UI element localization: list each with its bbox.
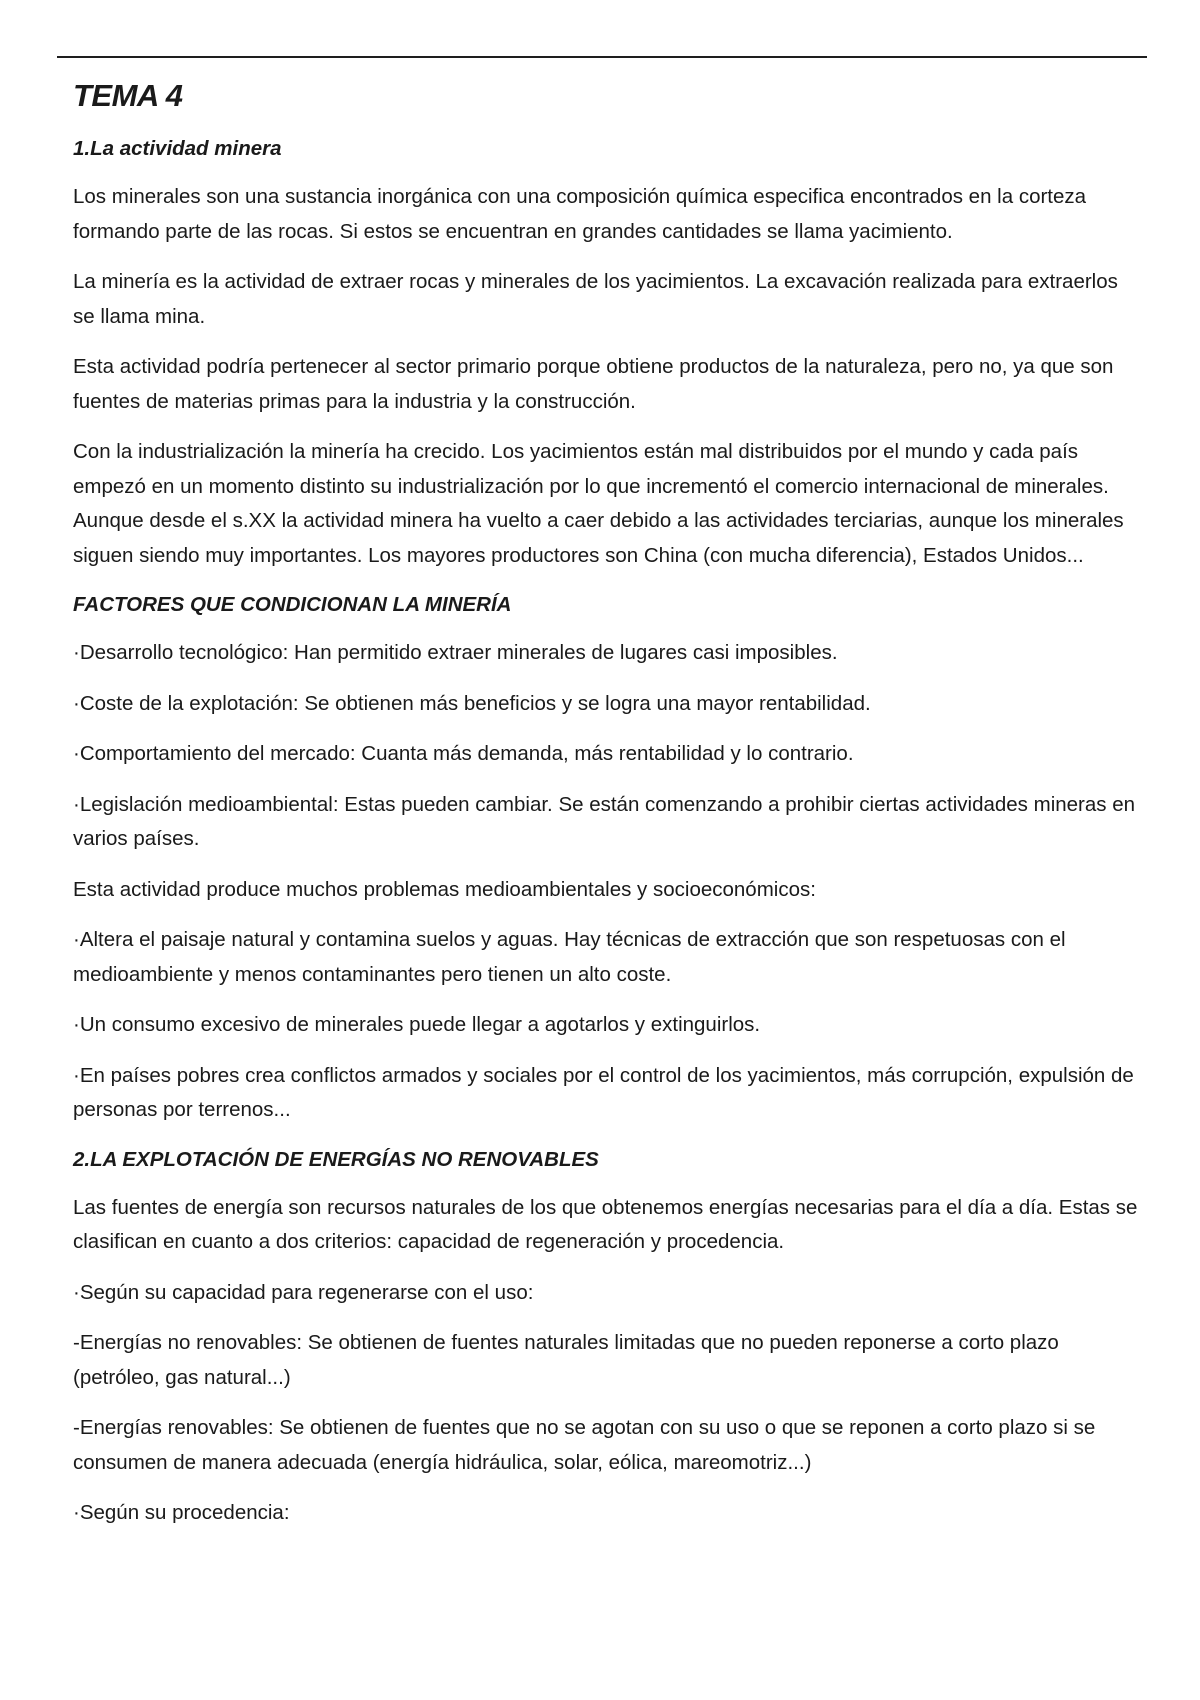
criterion-regeneration: ·Según su capacidad para regenerarse con el uso: (73, 1280, 534, 1304)
section-1-heading: 1.La actividad minera (73, 137, 282, 160)
factor-item: ·Desarrollo tecnológico: Han permitido extraer minerales de lugares casi imposibles. (73, 641, 838, 664)
paragraph-industrialization: Con la industrialización la minería ha crecido. Los yacimientos están mal distribuidos por el mundo y cada país empezó en un momento distinto su industrialización por lo que incrementó el comercio internacional de minerales. Aunque desde el s.XX la actividad minera ha vuelto a caer debido a las actividades terciarias, aunque los minerales siguen siendo muy importantes. Los mayores productores son China (con mucha diferencia), Estados Unidos... (73, 440, 1124, 567)
non-renewable-energies: -Energías no renovables: Se obtienen de fuentes naturales limitadas que no pueden reponerse a corto plazo (petróleo, gas natural...) (73, 1331, 1059, 1389)
top-divider (57, 56, 1147, 58)
paragraph-minerals-definition: Los minerales son una sustancia inorgánica con una composición química especifica encontrados en la corteza formando parte de las rocas. Si estos se encuentran en grandes cantidades se llama yacimiento. (73, 185, 1087, 243)
renewable-energies: -Energías renovables: Se obtienen de fuentes que no se agotan con su uso o que se reponen a corto plazo si se consumen de manera adecuada (energía hidráulica, solar, eólica, mareomotriz...) (73, 1416, 1096, 1474)
problem-item: ·Altera el paisaje natural y contamina suelos y aguas. Hay técnicas de extracción que son respetuosas con el medioambiente y menos contaminantes pero tienen un alto coste. (73, 928, 1066, 986)
paragraph-mining-definition: La minería es la actividad de extraer rocas y minerales de los yacimientos. La excavación realizada para extraerlos se llama mina. (73, 270, 1118, 328)
factor-item: ·Comportamiento del mercado: Cuanta más demanda, más rentabilidad y lo contrario. (73, 742, 854, 765)
page-title: TEMA 4 (73, 78, 183, 113)
problem-item: ·En países pobres crea conflictos armados y sociales por el control de los yacimientos, más corrupción, expulsión de personas por terrenos... (73, 1063, 1134, 1121)
problem-item: ·Un consumo excesivo de minerales puede llegar a agotarlos y extinguirlos. (73, 1013, 761, 1036)
factor-item: ·Legislación medioambiental: Estas pueden cambiar. Se están comenzando a prohibir ciertas actividades mineras en varios países. (73, 792, 1136, 850)
section-2-heading: 2.LA EXPLOTACIÓN DE ENERGÍAS NO RENOVABLES (73, 1147, 599, 1171)
factors-heading: FACTORES QUE CONDICIONAN LA MINERÍA (73, 593, 512, 616)
paragraph-sector: Esta actividad podría pertenecer al sector primario porque obtiene productos de la naturaleza, pero no, ya que son fuentes de materias primas para la industria y la construcción. (73, 355, 1114, 413)
problems-intro: Esta actividad produce muchos problemas medioambientales y socioeconómicos: (73, 877, 816, 901)
factor-item: ·Coste de la explotación: Se obtienen más beneficios y se logra una mayor rentabilidad. (73, 691, 871, 715)
document-body (73, 74, 1138, 1547)
criterion-origin: ·Según su procedencia: (73, 1501, 290, 1524)
energy-sources-intro: Las fuentes de energía son recursos naturales de los que obtenemos energías necesarias para el día a día. Estas se clasifican en cuanto a dos criterios: capacidad de regeneración y procedencia. (73, 1195, 1138, 1253)
